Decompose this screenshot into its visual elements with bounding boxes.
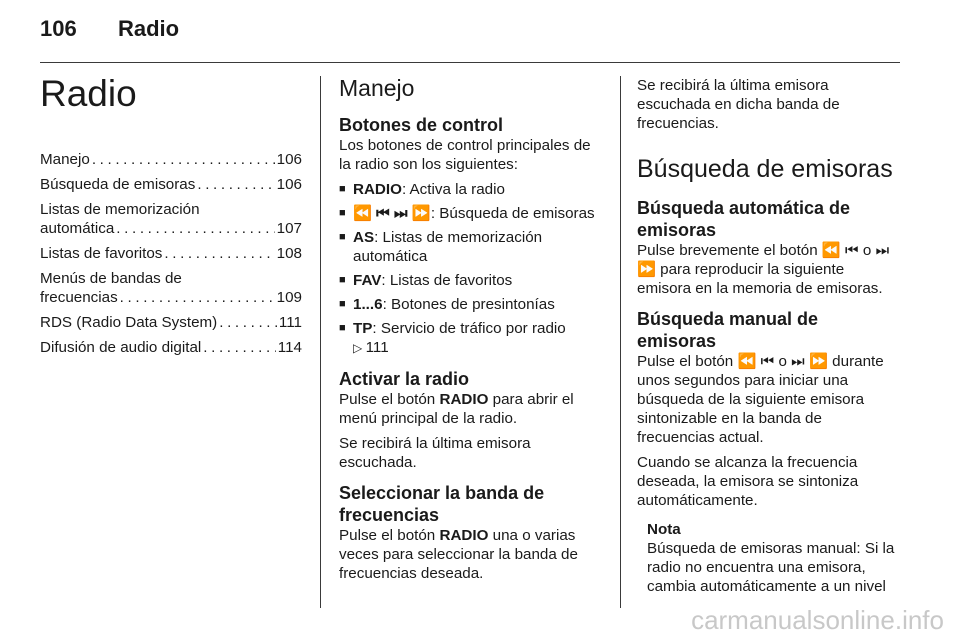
control-key: ⏪ ⏮ ⏭ ⏩ [353, 205, 431, 222]
toc-entry-title: Búsqueda de emisoras [40, 176, 196, 193]
control-key: TP [353, 320, 373, 337]
control-list-item [339, 204, 605, 223]
control-description: : Servicio de tráfico por radio [372, 320, 566, 337]
heading-band: Seleccionar la banda de frecuencias [339, 483, 545, 525]
toc-entry-page: 106 [276, 151, 302, 168]
control-key: FAV [353, 272, 382, 289]
toc-entry-title: automática [40, 220, 115, 237]
toc-leader-dots [116, 219, 274, 238]
page-reference-icon: ▷ [353, 341, 366, 355]
toc-entry-title: frecuencias [40, 289, 118, 306]
toc-entry-title: Difusión de audio digital [40, 339, 202, 356]
control-key: RADIO [353, 181, 402, 198]
toc-list [40, 150, 302, 357]
toc-entry[interactable] [40, 200, 302, 238]
toc-entry[interactable] [40, 150, 302, 169]
toc-leader-dots [219, 313, 277, 332]
note-box [647, 520, 901, 596]
control-description: : Listas de memorización automática [353, 229, 543, 265]
heading-auto-search: Búsqueda automática de emisoras [637, 198, 851, 240]
toc-entry-title: Listas de favoritos [40, 245, 163, 262]
page-number: 106 [40, 16, 77, 41]
toc-column [40, 72, 302, 363]
toc-leader-dots [164, 244, 274, 263]
control-list-item [339, 319, 605, 358]
control-description: : Botones de presintonías [382, 296, 555, 313]
column-divider-2 [620, 76, 621, 608]
control-list-item [339, 180, 605, 199]
intro-text: Se recibirá la última emisora escuchada en dicha banda de frecuencias. [637, 77, 840, 132]
toc-entry-title: Manejo [40, 151, 90, 168]
control-list-item [339, 228, 605, 266]
control-list-item [339, 295, 605, 314]
toc-entry-title: Menús de bandas de [40, 270, 182, 287]
control-description: : Activa la radio [401, 181, 505, 198]
activate-text-2: Se recibirá la última emisora escuchada. [339, 435, 531, 471]
heading-activate: Activar la radio [339, 369, 470, 389]
controls-intro: Los botones de control principales de la radio son los siguientes: [339, 137, 591, 173]
control-description: : Búsqueda de emisoras [430, 205, 595, 222]
activate-text: Pulse el botón RADIO para abrir el menú principal de la radio. [339, 391, 574, 427]
note-heading: Nota [647, 521, 681, 538]
toc-entry-page: 111 [278, 314, 302, 331]
toc-leader-dots [92, 150, 275, 169]
toc-entry-page: 109 [276, 289, 302, 306]
page-reference[interactable]: 111 [365, 339, 389, 356]
heading-manejo: Manejo [339, 75, 415, 101]
section-title: Radio [118, 16, 180, 41]
column-busqueda [637, 72, 901, 596]
toc-entry[interactable] [40, 338, 302, 357]
heading-manual-search: Búsqueda manual de emisoras [637, 309, 819, 351]
toc-entry[interactable] [40, 269, 302, 307]
toc-entry-title: Listas de memorización [40, 201, 200, 218]
manual-search-text-1: Pulse el botón ⏪ ⏮ o ⏭ ⏩ durante unos segundos para iniciar una búsqueda de la siguiente emisora sintonizable en la banda de frecuencias actual. [637, 353, 884, 446]
toc-entry-page: 107 [276, 220, 302, 237]
toc-entry-page: 114 [277, 339, 302, 356]
note-text: Búsqueda de emisoras manual: Si la radio no encuentra una emisora, cambia automáticamente a un nivel [647, 540, 895, 595]
control-key: 1...6 [353, 296, 383, 313]
toc-leader-dots [120, 288, 275, 307]
control-key: AS [353, 229, 375, 246]
control-list-item [339, 271, 605, 290]
band-text: Pulse el botón RADIO una o varias veces para seleccionar la banda de frecuencias deseada. [339, 527, 578, 582]
chapter-title: Radio [40, 73, 137, 114]
toc-entry-page: 106 [276, 176, 302, 193]
toc-entry-title: RDS (Radio Data System) [40, 314, 218, 331]
control-description: : Listas de favoritos [381, 272, 513, 289]
auto-search-text: Pulse brevemente el botón ⏪ ⏮ o ⏭ ⏩ para reproducir la siguiente emisora en la memoria de emisoras. [637, 242, 890, 297]
heading-busqueda: Búsqueda de emisoras [637, 155, 893, 183]
column-divider-1 [320, 76, 321, 608]
controls-list [339, 180, 605, 358]
toc-entry[interactable] [40, 313, 302, 332]
toc-leader-dots [197, 175, 274, 194]
manual-search-text-2: Cuando se alcanza la frecuencia deseada, la emisora se sintoniza automáticamente. [637, 454, 859, 509]
heading-controls: Botones de control [339, 115, 504, 135]
toc-entry[interactable] [40, 244, 302, 263]
toc-leader-dots [203, 338, 276, 357]
watermark: carmanualsonline.info [691, 605, 944, 635]
header-rule [40, 62, 900, 63]
column-manejo [339, 72, 605, 589]
toc-entry[interactable] [40, 175, 302, 194]
toc-entry-page: 108 [276, 245, 302, 262]
